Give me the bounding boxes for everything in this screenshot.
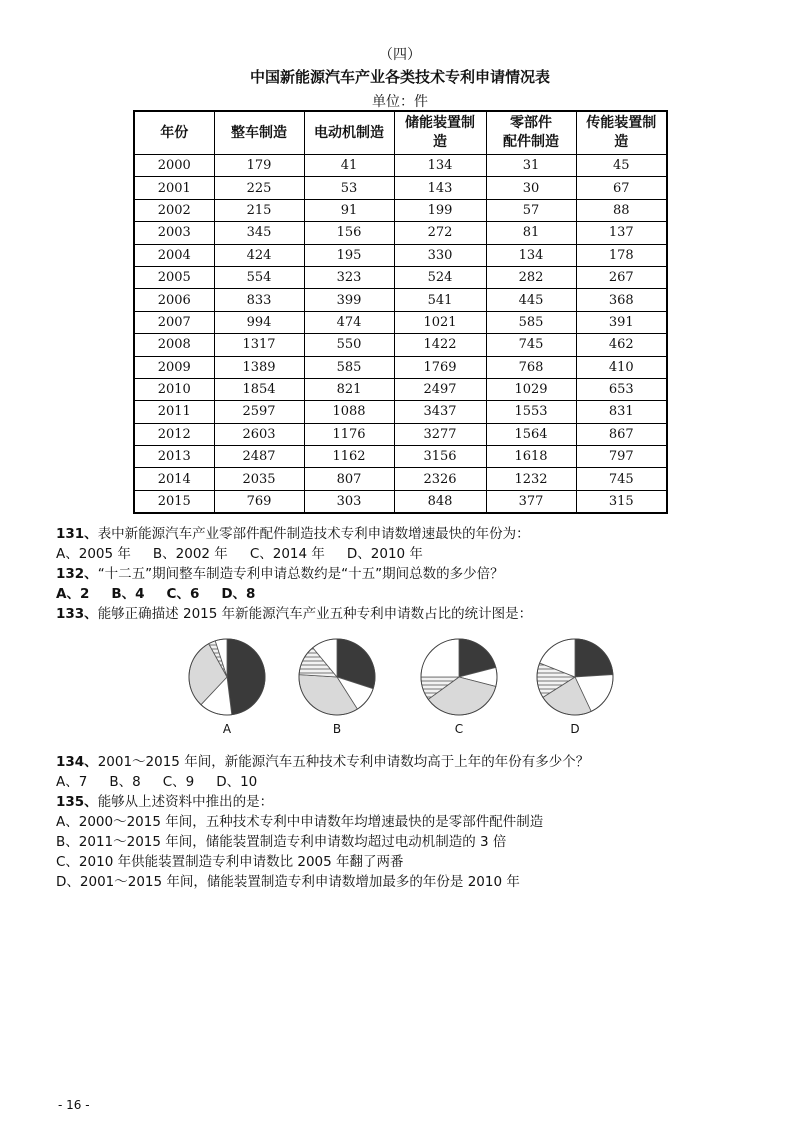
option-b: B、4	[111, 586, 145, 602]
pie-chart-d	[534, 636, 616, 718]
table-cell: 41	[304, 155, 394, 177]
question-131	[56, 524, 756, 544]
table-cell: 2487	[214, 446, 304, 468]
table-cell: 282	[486, 266, 576, 288]
table-row	[134, 222, 667, 244]
table-cell: 45	[576, 155, 667, 177]
table-cell: 53	[304, 177, 394, 199]
table-cell: 2035	[214, 468, 304, 490]
table-cell: 303	[304, 490, 394, 513]
table-cell: 2603	[214, 423, 304, 445]
table-cell: 2002	[134, 199, 214, 221]
table-cell: 2006	[134, 289, 214, 311]
table-cell: 88	[576, 199, 667, 221]
table-cell: 134	[394, 155, 486, 177]
table-cell: 31	[486, 155, 576, 177]
question-132	[56, 564, 756, 584]
page-number: - 16 -	[58, 1098, 90, 1112]
table-cell: 2009	[134, 356, 214, 378]
table-cell: 585	[304, 356, 394, 378]
table-cell: 178	[576, 244, 667, 266]
pie-slice	[227, 639, 265, 715]
table-cell: 833	[214, 289, 304, 311]
table-cell: 2008	[134, 334, 214, 356]
table-cell: 524	[394, 266, 486, 288]
questions-block	[56, 524, 756, 624]
table-cell: 3437	[394, 401, 486, 423]
question-number: 133、	[56, 606, 98, 622]
table-cell: 550	[304, 334, 394, 356]
option-d: D、2010 年	[346, 546, 423, 562]
option-a: A、2005 年	[56, 546, 131, 562]
table-row	[134, 266, 667, 288]
table-cell: 1854	[214, 378, 304, 400]
table-body	[134, 155, 667, 514]
table-row	[134, 311, 667, 333]
question-134	[56, 752, 756, 772]
table-cell: 769	[214, 490, 304, 513]
question-133	[56, 604, 756, 624]
table-cell: 867	[576, 423, 667, 445]
table-cell: 272	[394, 222, 486, 244]
table-row	[134, 244, 667, 266]
table-cell: 797	[576, 446, 667, 468]
table-cell: 225	[214, 177, 304, 199]
column-header: 整车制造	[214, 111, 304, 155]
table-row	[134, 468, 667, 490]
table-cell: 831	[576, 401, 667, 423]
table-cell: 3277	[394, 423, 486, 445]
table-title: 中国新能源汽车产业各类技术专利申请情况表	[249, 68, 550, 86]
question-text: 能够从上述资料中推出的是：	[97, 794, 274, 810]
table-cell: 768	[486, 356, 576, 378]
column-header: 年份	[134, 111, 214, 155]
table-cell: 424	[214, 244, 304, 266]
table-cell: 199	[394, 199, 486, 221]
table-row	[134, 334, 667, 356]
table-cell: 2011	[134, 401, 214, 423]
pie-charts-group	[186, 636, 616, 746]
table-cell: 368	[576, 289, 667, 311]
option-d: D、8	[221, 586, 256, 602]
table-cell: 2005	[134, 266, 214, 288]
pie-chart-c	[418, 636, 500, 718]
option-a: A、7	[56, 774, 88, 790]
table-row	[134, 356, 667, 378]
table-cell: 1553	[486, 401, 576, 423]
questions-block-2	[56, 752, 756, 892]
question-text: 能够正确描述 2015 年新能源汽车产业五种专利申请数占比的统计图是：	[97, 606, 533, 622]
table-cell: 215	[214, 199, 304, 221]
table-cell: 585	[486, 311, 576, 333]
table-cell: 2597	[214, 401, 304, 423]
pie-chart-b	[296, 636, 378, 718]
table-cell: 134	[486, 244, 576, 266]
table-cell: 156	[304, 222, 394, 244]
table-cell: 541	[394, 289, 486, 311]
table-cell: 2012	[134, 423, 214, 445]
table-cell: 91	[304, 199, 394, 221]
table-cell: 821	[304, 378, 394, 400]
table-cell: 2003	[134, 222, 214, 244]
table-cell: 330	[394, 244, 486, 266]
table-cell: 399	[304, 289, 394, 311]
table-cell: 554	[214, 266, 304, 288]
table-cell: 267	[576, 266, 667, 288]
table-cell: 474	[304, 311, 394, 333]
table-cell: 1021	[394, 311, 486, 333]
table-cell: 2015	[134, 490, 214, 513]
column-header: 传能装置制 造	[576, 111, 667, 155]
table-cell: 807	[304, 468, 394, 490]
table-cell: 1564	[486, 423, 576, 445]
table-cell: 57	[486, 199, 576, 221]
table-cell: 345	[214, 222, 304, 244]
option-d: D、2001～2015 年间，储能装置制造专利申请数增加最多的年份是 2010 年	[56, 874, 520, 890]
column-header: 电动机制造	[304, 111, 394, 155]
table-row	[134, 289, 667, 311]
table-cell: 2000	[134, 155, 214, 177]
table-cell: 391	[576, 311, 667, 333]
question-number: 134、	[56, 754, 98, 770]
pie-label-d: D	[570, 722, 580, 736]
question-131-options	[56, 544, 756, 564]
table-cell: 994	[214, 311, 304, 333]
table-cell: 1088	[304, 401, 394, 423]
table-header-row	[134, 111, 667, 155]
section-number: （四）	[379, 47, 421, 63]
table-row	[134, 199, 667, 221]
question-135	[56, 792, 756, 812]
table-cell: 315	[576, 490, 667, 513]
table-row	[134, 490, 667, 513]
question-134-options	[56, 772, 756, 792]
option-a: A、2000～2015 年间，五种技术专利中申请数年均增速最快的是零部件配件制造	[56, 814, 544, 830]
question-number: 135、	[56, 794, 98, 810]
pie-label-b: B	[332, 722, 342, 736]
table-cell: 2007	[134, 311, 214, 333]
table-cell: 745	[576, 468, 667, 490]
table-row	[134, 177, 667, 199]
table-row	[134, 401, 667, 423]
table-cell: 67	[576, 177, 667, 199]
table-cell: 2326	[394, 468, 486, 490]
option-b: B、2002 年	[152, 546, 228, 562]
table-cell: 2014	[134, 468, 214, 490]
table-cell: 1422	[394, 334, 486, 356]
question-text: 2001～2015 年间，新能源汽车五种技术专利申请数均高于上年的年份有多少个？	[97, 754, 590, 770]
table-cell: 30	[486, 177, 576, 199]
column-header: 零部件 配件制造	[486, 111, 576, 155]
table-cell: 462	[576, 334, 667, 356]
pie-slice	[575, 639, 613, 677]
table-cell: 2004	[134, 244, 214, 266]
table-cell: 848	[394, 490, 486, 513]
table-row	[134, 155, 667, 177]
pie-chart-a	[186, 636, 268, 718]
table-cell: 1176	[304, 423, 394, 445]
table-cell: 137	[576, 222, 667, 244]
option-b: B、2011～2015 年间，储能装置制造专利申请数均超过电动机制造的 3 倍	[56, 834, 507, 850]
question-text: “十二五”期间整车制造专利申请总数约是“十五”期间总数的多少倍？	[97, 566, 504, 582]
table-cell: 745	[486, 334, 576, 356]
table-cell: 179	[214, 155, 304, 177]
table-cell: 653	[576, 378, 667, 400]
table-cell: 323	[304, 266, 394, 288]
table-cell: 143	[394, 177, 486, 199]
table-cell: 410	[576, 356, 667, 378]
table-cell: 3156	[394, 446, 486, 468]
question-number: 131、	[56, 526, 98, 542]
table-cell: 81	[486, 222, 576, 244]
option-a: A、2	[56, 586, 90, 602]
option-b: B、8	[109, 774, 141, 790]
table-row	[134, 378, 667, 400]
table-row	[134, 423, 667, 445]
option-c: C、2010 年供能装置制造专利申请数比 2005 年翻了两番	[56, 854, 404, 870]
table-cell: 2013	[134, 446, 214, 468]
option-d: D、10	[216, 774, 258, 790]
table-cell: 1618	[486, 446, 576, 468]
table-cell: 1769	[394, 356, 486, 378]
table-cell: 1029	[486, 378, 576, 400]
table-cell: 195	[304, 244, 394, 266]
table-cell: 445	[486, 289, 576, 311]
question-132-options	[56, 584, 756, 604]
pie-slice	[421, 639, 459, 677]
option-c: C、9	[162, 774, 195, 790]
patent-table	[133, 110, 668, 514]
option-c: C、2014 年	[249, 546, 325, 562]
question-text: 表中新能源汽车产业零部件配件制造技术专利申请数增速最快的年份为：	[97, 526, 530, 542]
table-row	[134, 446, 667, 468]
question-number: 132、	[56, 566, 98, 582]
column-header: 储能装置制 造	[394, 111, 486, 155]
table-cell: 1317	[214, 334, 304, 356]
table-cell: 2497	[394, 378, 486, 400]
pie-label-a: A	[222, 722, 232, 736]
pie-label-c: C	[454, 722, 464, 736]
table-cell: 1232	[486, 468, 576, 490]
option-c: C、6	[166, 586, 200, 602]
table-cell: 377	[486, 490, 576, 513]
table-cell: 1162	[304, 446, 394, 468]
table-cell: 2010	[134, 378, 214, 400]
table-cell: 2001	[134, 177, 214, 199]
table-unit: 单位：件	[372, 94, 428, 110]
table-cell: 1389	[214, 356, 304, 378]
